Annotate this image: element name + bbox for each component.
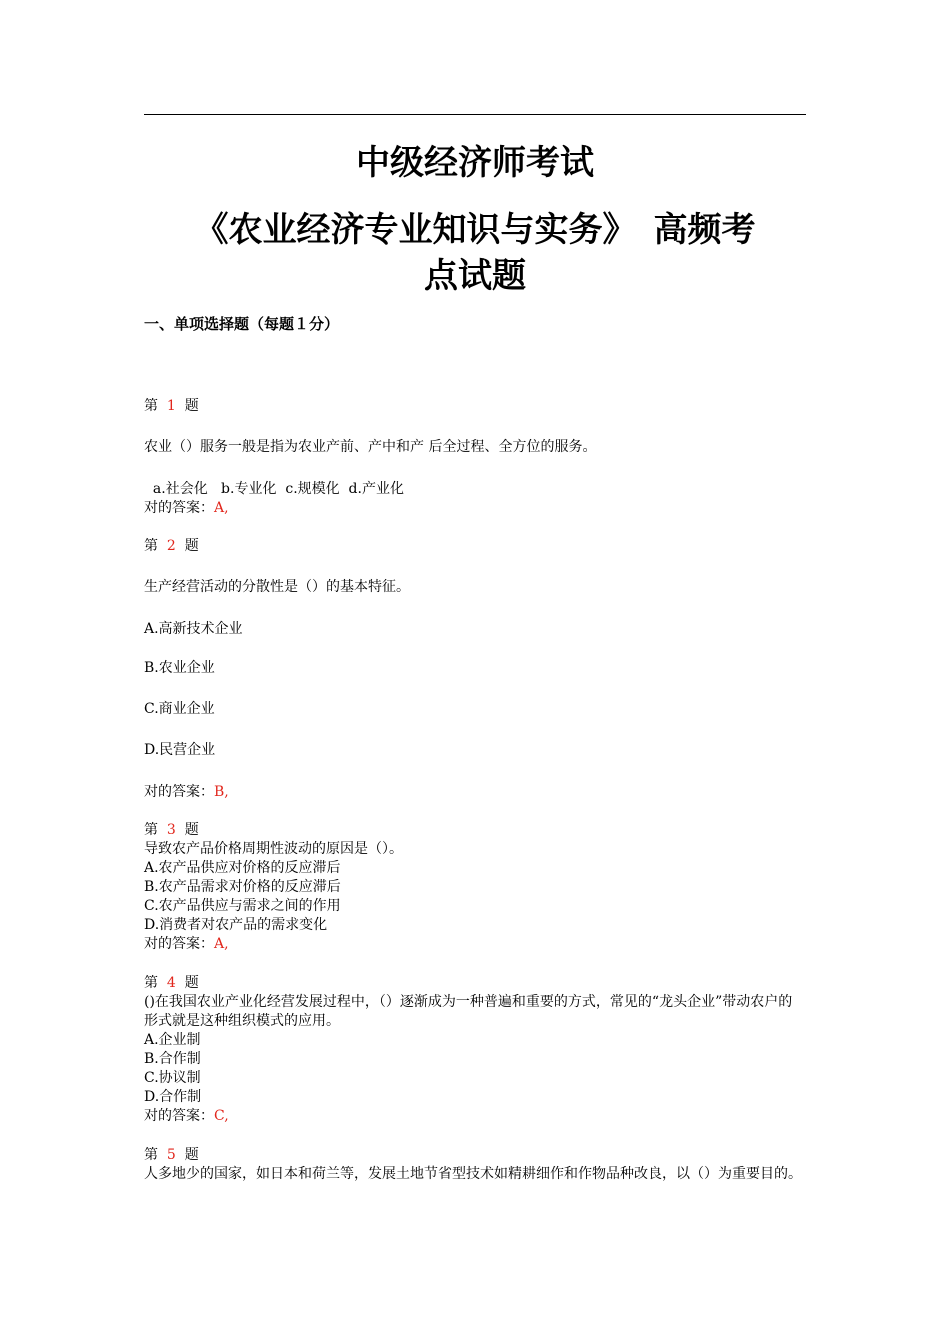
question-header: 第 3 题 [144,822,199,838]
question-header: 第 5 题 [144,1147,199,1163]
question-stem: 导致农产品价格周期性波动的原因是（）。 [144,841,403,857]
question-stem: 农业（）服务一般是指为农业产前、产中和产 后全过程、全方位的服务。 [144,439,597,455]
page-title: 中级经济师考试 [356,143,594,183]
answer-line: 对的答案：C, [144,1108,229,1124]
answer-value: B, [214,784,229,800]
option: B.合作制 [144,1051,201,1067]
question-stem: 人多地少的国家，如日本和荷兰等，发展土地节省型技术如精耕细作和作物品种改良，以（）为重要目的。 [144,1166,802,1182]
section-heading: 一、单项选择题（每题１分） [144,315,340,333]
answer-line: 对的答案：B, [144,784,229,800]
answer-line: 对的答案：A, [144,500,229,516]
option: A.农产品供应对价格的反应滞后 [144,860,341,876]
option: C.商业企业 [144,701,215,717]
option: D.民营企业 [144,742,216,758]
option: A.高新技术企业 [144,621,243,637]
question-header: 第 1 题 [144,398,199,414]
option: B.农产品需求对价格的反应滞后 [144,879,341,895]
question-header: 第 2 题 [144,538,199,554]
answer-value: A, [214,500,229,516]
option: C.农产品供应与需求之间的作用 [144,898,341,914]
answer-value: C, [214,1108,229,1124]
question-stem: 生产经营活动的分散性是（）的基本特征。 [144,579,410,595]
option: D.合作制 [144,1089,202,1105]
answer-line: 对的答案：A, [144,936,229,952]
answer-value: A, [214,936,229,952]
subtitle-line-2: 点试题 [424,256,526,296]
question-header: 第 4 题 [144,975,199,991]
question-options: a.社会化 b.专业化 c.规模化 d.产业化 [144,481,404,497]
question-stem: ()在我国农业产业化经营发展过程中，（）逐渐成为一种普遍和重要的方式，常见的“龙头企业”带动农户的形式就是这种组织模式的应用。 [144,994,793,1029]
subtitle-line-1: 《农业经济专业知识与实务》 高频考 [194,210,756,250]
option: A.企业制 [144,1032,201,1048]
page-subtitle [144,207,806,299]
option: D.消费者对农产品的需求变化 [144,917,328,933]
header-rule [144,114,806,115]
option: C.协议制 [144,1070,201,1086]
option: B.农业企业 [144,660,215,676]
